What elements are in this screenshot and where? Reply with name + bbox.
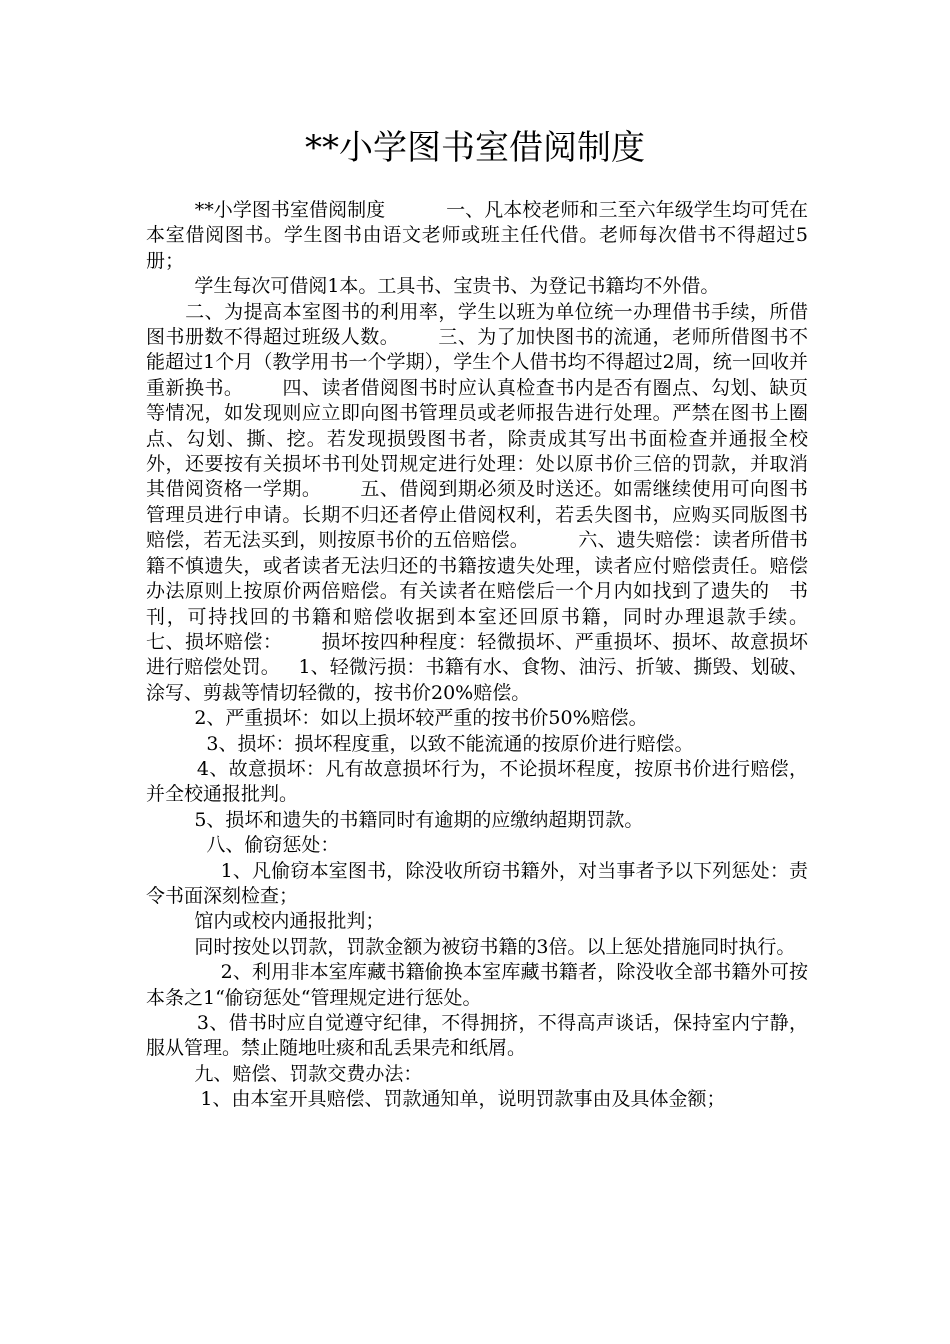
- paragraph: 3、借书时应自觉遵守纪律，不得拥挤，不得高声谈话，保持室内宁静，服从管理。禁止随地吐痰和乱丢果壳和纸屑。: [146, 1012, 808, 1060]
- paragraph: 八、偷窃惩处：: [146, 834, 340, 857]
- paragraph: 2、利用非本室库藏书籍偷换本室库藏书籍者，除没收全部书籍外可按本条之1“偷窃惩处“管理规定进行惩处。: [146, 961, 809, 1009]
- paragraph: 3、损坏：损坏程度重，以致不能流通的按原价进行赔偿。: [146, 732, 694, 755]
- paragraph: 同时按处以罚款，罚款金额为被窃书籍的3倍。以上惩处措施同时执行。: [146, 935, 796, 958]
- document-title: **小学图书室借阅制度: [305, 128, 645, 168]
- paragraph: 1、凡偷窃本室图书，除没收所窃书籍外，对当事者予以下列惩处：责令书面深刻检查；: [146, 859, 809, 907]
- paragraph: 九、赔偿、罚款交费办法：: [146, 1062, 423, 1085]
- paragraph: 5、损坏和遗失的书籍同时有逾期的应缴纳超期罚款。: [146, 808, 644, 831]
- paragraph: 2、严重损坏：如以上损坏较严重的按书价50%赔偿。: [146, 707, 648, 730]
- paragraph: **小学图书室借阅制度 一、凡本校老师和三至六年级学生均可凭在本室借阅图书。学生图书由语文老师或班主任代借。老师每次借书不得超过5册；: [146, 199, 808, 272]
- paragraph: 馆内或校内通报批判；: [146, 910, 385, 933]
- paragraph: 1、由本室开具赔偿、罚款通知单，说明罚款事由及具体金额；: [146, 1088, 726, 1111]
- document-body: [146, 198, 857, 1113]
- paragraph: 学生每次可借阅1本。工具书、宝贵书、为登记书籍均不外借。: [146, 275, 720, 298]
- paragraph: 4、故意损坏：凡有故意损坏行为，不论损坏程度，按原书价进行赔偿，并全校通报批判。: [146, 757, 808, 806]
- paragraph: 二、为提高本室图书的利用率，学生以班为单位统一办理借书手续，所借图书册数不得超过班级人数。 三、为了加快图书的流通，老师所借图书不能超过1个月（教学用书一个学期），学生个人借书均不得超过2周，统一回收并重新换书。 四、读者借阅图书时应认真检查书内是否有圈点、勾划、缺页等情况，如发现则应立即向图书管理员或老师报告进行处理。严禁在图书上圈点、勾划、撕、挖。若发现损毁图书者，除责成其写出书面检查并通报全校外，还要按有关损坏书刊处罚规定进行处理：处以原书价三倍的罚款，并取消其借阅资格一学期。 五、借阅到期必须及时送还。如需继续使用可向图书管理员进行申请。长期不归还者停止借阅权利，若丢失图书，应购买同版图书赔偿，若无法买到，则按原书价的五倍赔偿。 六、遗失赔偿：读者所借书籍不慎遗失，或者读者无法归还的书籍按遗失处理，读者应付赔偿责任。赔偿办法原则上按原价两倍赔偿。有关读者在赔偿后一个月内如找到了遗失的 书刊，可持找回的书籍和赔偿收据到本室还回原书籍，同时办理退款手续。 七、损坏赔偿： 损坏按四种程度：轻微损坏、严重损坏、损坏、故意损坏进行赔偿处罚。 1、轻微污损：书籍有水、食物、油污、折皱、撕毁、划破、涂写、剪裁等情切轻微的，按书价20%赔偿。: [146, 300, 857, 704]
